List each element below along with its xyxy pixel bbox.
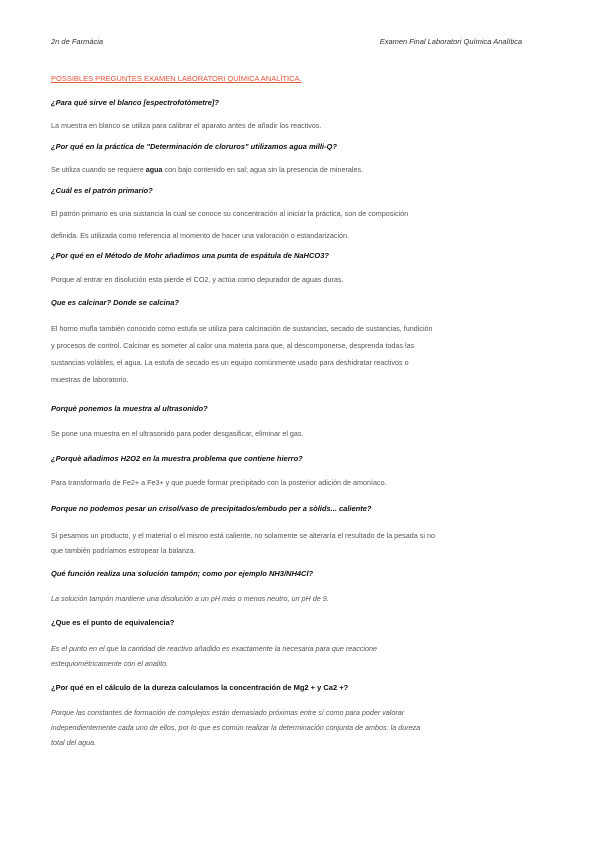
answer-line: Porque al entrar en disolución esta pierde el CO2, y actúa como depurador de aguas duras. — [51, 275, 344, 284]
question: ¿Por qué en el cálculo de la dureza calculamos la concentración de Mg2 + y Ca2 +? — [51, 683, 349, 692]
question: ¿Cuál es el patrón primario? — [51, 186, 153, 195]
question: Porque no podemos pesar un crisol/vaso de precipitados/embudo per a sòlids... caliente? — [51, 504, 372, 513]
qa-item — [51, 683, 551, 747]
answer-line: y procesos de control. Calcinar es someter al calor una materia para que, al descomponerse, desprenda todas las — [51, 341, 415, 350]
answer-line: Porque las constantes de formación de complejos están demasiado próximas entre sí como para poder valorar — [51, 708, 405, 717]
answer-text: con bajo contenido en sal; agua sin la presencia de minerales. — [162, 165, 364, 174]
qa-item — [51, 404, 551, 438]
qa-item — [51, 186, 551, 240]
qa-item — [51, 454, 551, 487]
header-left: 2n de Farmàcia — [51, 37, 104, 46]
question: ¿Para qué sirve el blanco [espectrofotòmetre]? — [51, 98, 219, 107]
answer-line: Para transformarlo de Fe2+ a Fe3+ y que puede formar precipitado con la posterior adición de amoníaco. — [51, 478, 387, 487]
question: ¿Que es el punto de equivalencia? — [51, 618, 175, 627]
answer-line: Si pesamos un producto, y el material o el mismo está caliente, no solamente se alteraría el resultado de la pesada si no — [51, 531, 435, 540]
answer-text: Se utiliza cuando se requiere — [51, 165, 146, 174]
qa-item — [51, 504, 551, 555]
qa-item — [51, 251, 551, 284]
answer-line: La solución tampón mantiene una disolución a un pH más o menos neutro, un pH de 9. — [51, 594, 329, 603]
qa-item — [51, 618, 551, 668]
answer-line: definida. Es utilizada como referencia al momento de hacer una valoración o estandarización. — [51, 231, 350, 240]
answer-line: La muestra en blanco se utiliza para calibrar el aparato antes de añadir los reactivos. — [51, 121, 322, 130]
question: Porquè ponemos la muestra al ultrasonido? — [51, 404, 208, 413]
answer-line: El horno mufla también conocido como estufa se utiliza para calcinación de sustancias, secado de sustancias, fundición — [51, 324, 433, 333]
answer-line: independientemente cada uno de ellos, por lo que es común realizar la determinación conjunta de ambos: la dureza — [51, 723, 421, 732]
answer-line — [51, 165, 363, 174]
document-title: POSSIBLES PREGUNTES EXAMEN LABORATORI QUÍMICA ANALÍTICA. — [51, 74, 302, 83]
question: Qué función realiza una solución tampón; como por ejemplo NH3/NH4Cl? — [51, 569, 314, 578]
answer-line: El patrón primario es una sustancia la cual se conoce su concentración al iniciar la práctica, son de composición — [51, 209, 409, 218]
answer-line: estequiométricamente con el analito. — [51, 659, 169, 668]
question: ¿Por qué en el Método de Mohr añadimos una punta de espátula de NaHCO3? — [51, 251, 329, 260]
answer-line: que también podríamos estropear la balanza. — [51, 546, 196, 555]
question: ¿Porquè añadimos H2O2 en la muestra problema que contiene hierro? — [51, 454, 303, 463]
qa-item — [51, 569, 551, 603]
header-right: Examen Final Laboratori Química Analítica — [379, 37, 522, 46]
question: Que es calcinar? Donde se calcina? — [51, 298, 179, 307]
question: ¿Por qué en la práctica de "Determinación de cloruros" utilizamos agua milli-Q? — [51, 142, 337, 151]
answer-bold-text: agua — [145, 165, 163, 174]
answer-line: muestras de laboratorio. — [51, 375, 129, 384]
answer-line: total del agua. — [51, 738, 97, 747]
qa-item — [51, 142, 551, 174]
qa-item — [51, 98, 551, 130]
answer-line: Es el punto en el que la cantidad de reactivo añadido es exactamente la necesaria para que reaccione — [51, 644, 378, 653]
answer-line: Se pone una muestra en el ultrasonido para poder desgasificar, eliminar el gas. — [51, 429, 304, 438]
answer-line: sustancias volátiles, el agua. La estufa de secado es un equipo comúnmente usado para deshidratar reactivos o — [51, 358, 409, 367]
qa-item — [51, 298, 551, 384]
